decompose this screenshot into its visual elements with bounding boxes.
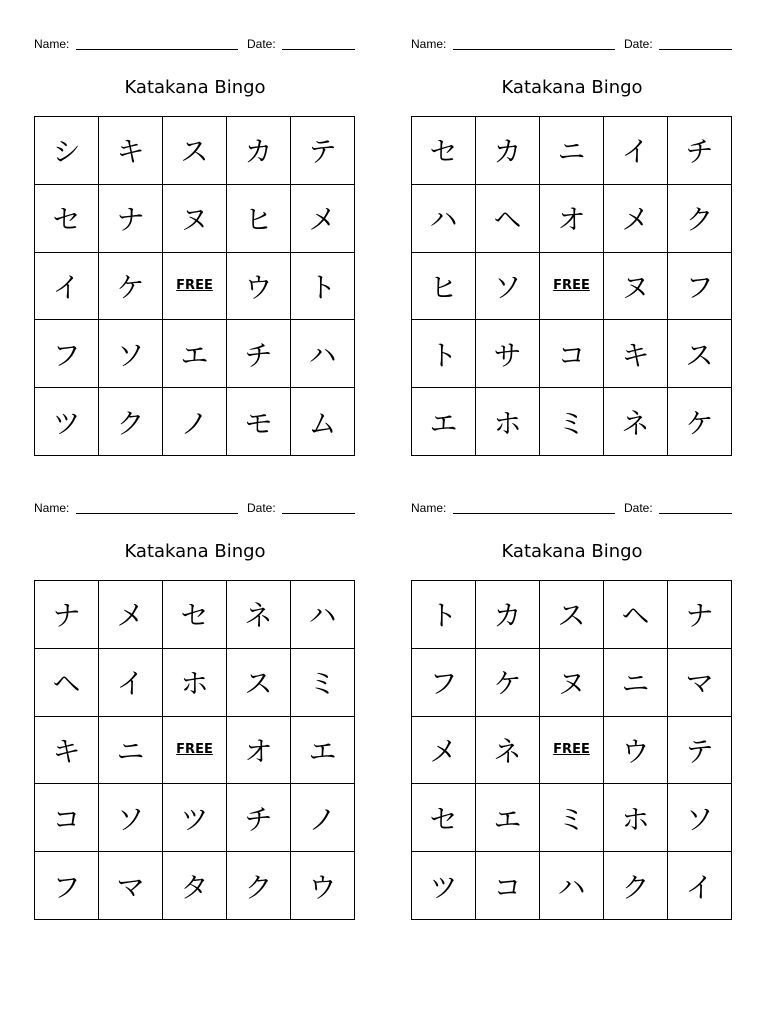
- date-label: Date:: [247, 501, 276, 515]
- bingo-cell: イ: [99, 649, 163, 717]
- bingo-card-2: [411, 0, 733, 440]
- bingo-cell: ヘ: [35, 649, 99, 717]
- bingo-cell: ソ: [99, 320, 163, 388]
- bingo-cell: ヒ: [412, 253, 476, 321]
- bingo-cell: ク: [227, 852, 291, 920]
- free-space-cell: FREE: [163, 253, 227, 321]
- bingo-grid: [411, 116, 732, 456]
- name-blank[interactable]: [453, 49, 615, 50]
- bingo-cell: コ: [540, 320, 604, 388]
- bingo-cell: エ: [163, 320, 227, 388]
- name-label: Name:: [411, 37, 447, 51]
- bingo-cell: キ: [35, 717, 99, 785]
- date-blank[interactable]: [282, 49, 355, 50]
- bingo-cell: ナ: [668, 581, 732, 649]
- bingo-cell: ツ: [35, 388, 99, 456]
- bingo-cell: サ: [476, 320, 540, 388]
- name-label: Name:: [411, 501, 447, 515]
- bingo-cell: キ: [99, 117, 163, 185]
- bingo-cell: ク: [99, 388, 163, 456]
- bingo-card-3: [34, 464, 356, 904]
- bingo-cell: ク: [604, 852, 668, 920]
- bingo-grid: [34, 580, 355, 920]
- bingo-cell: ノ: [291, 784, 355, 852]
- bingo-cell: ソ: [668, 784, 732, 852]
- bingo-cell: ニ: [604, 649, 668, 717]
- bingo-cell: ヘ: [476, 185, 540, 253]
- bingo-cell: コ: [35, 784, 99, 852]
- bingo-cell: オ: [227, 717, 291, 785]
- bingo-cell: セ: [412, 117, 476, 185]
- bingo-cell: メ: [412, 717, 476, 785]
- bingo-cell: セ: [163, 581, 227, 649]
- bingo-cell: シ: [35, 117, 99, 185]
- bingo-cell: イ: [604, 117, 668, 185]
- bingo-cell: ネ: [227, 581, 291, 649]
- bingo-cell: ソ: [99, 784, 163, 852]
- bingo-cell: ト: [412, 320, 476, 388]
- bingo-cell: ト: [412, 581, 476, 649]
- date-blank[interactable]: [659, 49, 732, 50]
- bingo-cell: フ: [668, 253, 732, 321]
- free-space-cell: FREE: [163, 717, 227, 785]
- bingo-cell: ヘ: [604, 581, 668, 649]
- bingo-cell: セ: [35, 185, 99, 253]
- bingo-cell: チ: [668, 117, 732, 185]
- bingo-cell: エ: [476, 784, 540, 852]
- free-space-cell: FREE: [540, 253, 604, 321]
- date-label: Date:: [624, 37, 653, 51]
- bingo-cell: フ: [35, 852, 99, 920]
- bingo-cell: ホ: [163, 649, 227, 717]
- name-date-row: [34, 500, 356, 516]
- bingo-cell: オ: [540, 185, 604, 253]
- bingo-cell: ケ: [99, 253, 163, 321]
- bingo-cell: マ: [668, 649, 732, 717]
- bingo-cell: ケ: [668, 388, 732, 456]
- date-label: Date:: [624, 501, 653, 515]
- bingo-cell: ハ: [540, 852, 604, 920]
- bingo-cell: ホ: [604, 784, 668, 852]
- name-date-row: [411, 36, 733, 52]
- name-blank[interactable]: [453, 513, 615, 514]
- name-label: Name:: [34, 501, 70, 515]
- bingo-cell: コ: [476, 852, 540, 920]
- bingo-grid: [411, 580, 732, 920]
- bingo-cell: ソ: [476, 253, 540, 321]
- bingo-cell: ナ: [99, 185, 163, 253]
- bingo-cell: ス: [668, 320, 732, 388]
- name-date-row: [411, 500, 733, 516]
- bingo-cell: エ: [291, 717, 355, 785]
- bingo-cell: イ: [35, 253, 99, 321]
- card-title: Katakana Bingo: [501, 541, 643, 562]
- date-blank[interactable]: [659, 513, 732, 514]
- bingo-cell: メ: [291, 185, 355, 253]
- bingo-cell: ヌ: [540, 649, 604, 717]
- bingo-cell: テ: [668, 717, 732, 785]
- bingo-cell: ツ: [163, 784, 227, 852]
- date-blank[interactable]: [282, 513, 355, 514]
- bingo-cell: ミ: [291, 649, 355, 717]
- bingo-cell: ハ: [412, 185, 476, 253]
- bingo-cell: ナ: [35, 581, 99, 649]
- bingo-cell: エ: [412, 388, 476, 456]
- bingo-cell: ス: [227, 649, 291, 717]
- bingo-cell: メ: [99, 581, 163, 649]
- bingo-cell: ホ: [476, 388, 540, 456]
- card-title: Katakana Bingo: [501, 77, 643, 98]
- bingo-cell: ム: [291, 388, 355, 456]
- bingo-cell: ウ: [291, 852, 355, 920]
- bingo-cell: ハ: [291, 320, 355, 388]
- bingo-cell: チ: [227, 784, 291, 852]
- date-label: Date:: [247, 37, 276, 51]
- bingo-cell: ノ: [163, 388, 227, 456]
- bingo-cell: メ: [604, 185, 668, 253]
- bingo-cell: テ: [291, 117, 355, 185]
- bingo-grid: [34, 116, 355, 456]
- name-date-row: [34, 36, 356, 52]
- card-title: Katakana Bingo: [124, 541, 266, 562]
- bingo-cell: モ: [227, 388, 291, 456]
- bingo-cell: ツ: [412, 852, 476, 920]
- bingo-cell: キ: [604, 320, 668, 388]
- bingo-card-1: [34, 0, 356, 440]
- free-space-cell: FREE: [540, 717, 604, 785]
- name-blank[interactable]: [76, 513, 238, 514]
- bingo-cell: ク: [668, 185, 732, 253]
- bingo-cell: ケ: [476, 649, 540, 717]
- bingo-cell: ウ: [604, 717, 668, 785]
- card-title: Katakana Bingo: [124, 77, 266, 98]
- bingo-cell: セ: [412, 784, 476, 852]
- bingo-cell: ネ: [476, 717, 540, 785]
- bingo-cell: ミ: [540, 784, 604, 852]
- bingo-cell: ニ: [540, 117, 604, 185]
- bingo-cell: ハ: [291, 581, 355, 649]
- bingo-cell: ネ: [604, 388, 668, 456]
- bingo-cell: カ: [476, 581, 540, 649]
- bingo-cell: ヌ: [604, 253, 668, 321]
- bingo-cell: ト: [291, 253, 355, 321]
- bingo-cell: ウ: [227, 253, 291, 321]
- bingo-cell: フ: [35, 320, 99, 388]
- bingo-cell: ス: [540, 581, 604, 649]
- bingo-cell: タ: [163, 852, 227, 920]
- bingo-cell: ミ: [540, 388, 604, 456]
- bingo-cell: イ: [668, 852, 732, 920]
- bingo-cell: カ: [227, 117, 291, 185]
- bingo-cell: マ: [99, 852, 163, 920]
- name-label: Name:: [34, 37, 70, 51]
- bingo-cell: フ: [412, 649, 476, 717]
- bingo-cell: チ: [227, 320, 291, 388]
- bingo-card-4: [411, 464, 733, 904]
- bingo-cell: ヒ: [227, 185, 291, 253]
- bingo-cell: ス: [163, 117, 227, 185]
- bingo-cell: カ: [476, 117, 540, 185]
- bingo-cell: ヌ: [163, 185, 227, 253]
- name-blank[interactable]: [76, 49, 238, 50]
- bingo-cell: ニ: [99, 717, 163, 785]
